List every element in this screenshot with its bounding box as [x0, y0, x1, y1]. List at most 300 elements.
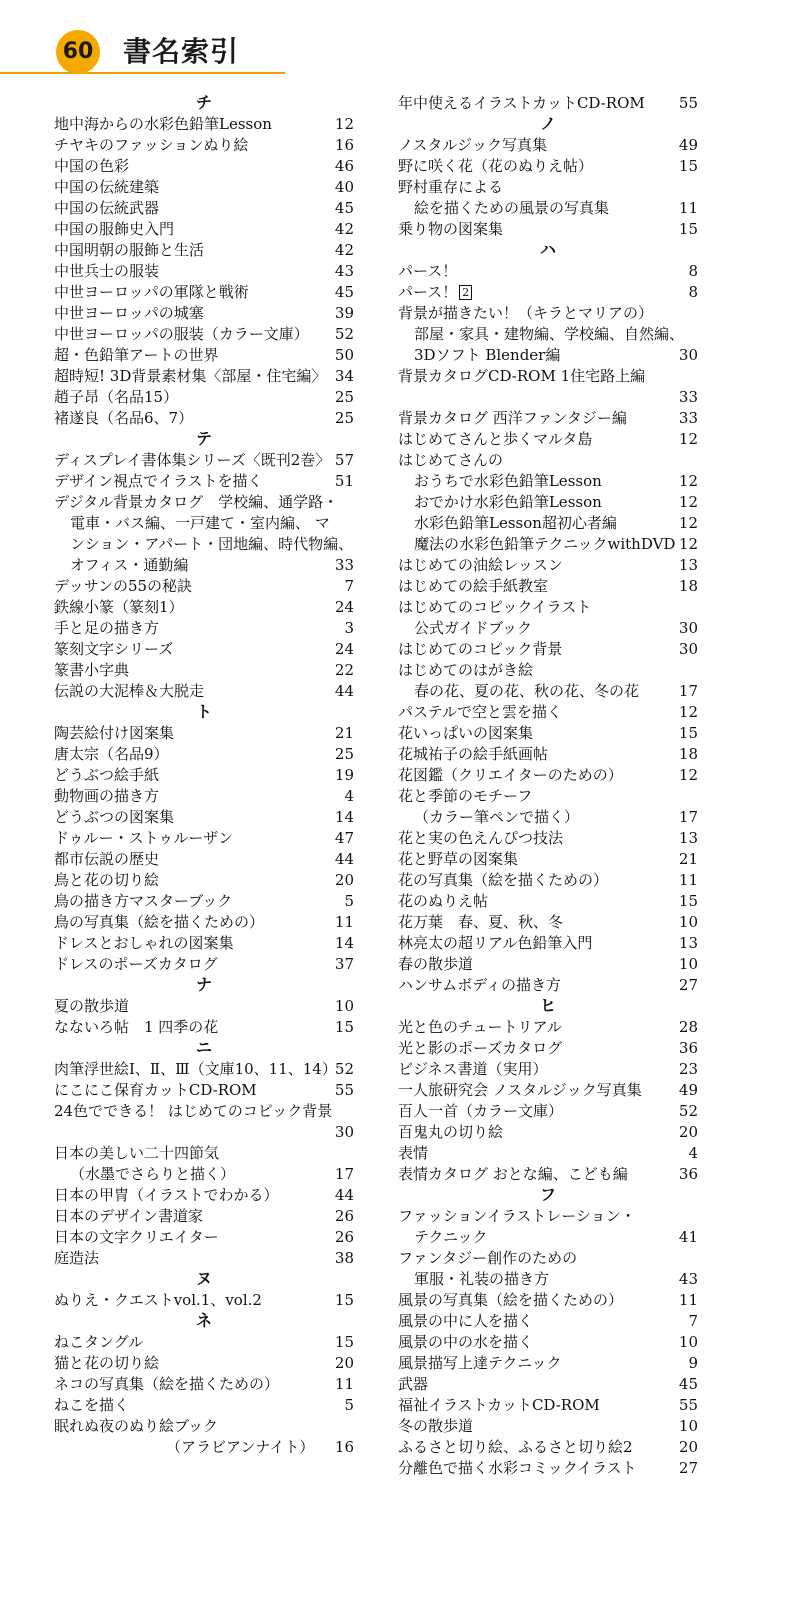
page-number: 24 — [334, 598, 354, 616]
page-number: 11 — [678, 199, 698, 217]
entry-title: 中世兵士の服装 — [54, 262, 160, 280]
index-entry — [54, 408, 354, 429]
page-number: 30 — [678, 619, 698, 637]
page-number: 5 — [344, 892, 354, 910]
entry-title: 夏の散歩道 — [54, 997, 130, 1015]
section-heading: ヌ — [195, 1269, 212, 1288]
page-number: 45 — [334, 199, 354, 217]
entry-title-line: はじめてのコピックイラスト — [398, 598, 592, 616]
entry-title: 鳥の写真集（絵を描くための） — [54, 913, 265, 931]
page-number-badge: 60 — [56, 30, 100, 74]
page-number: 18 — [678, 577, 698, 595]
page-number: 23 — [678, 1060, 698, 1078]
page-number: 28 — [678, 1018, 698, 1036]
section-heading: フ — [539, 1185, 556, 1204]
index-entry — [54, 639, 354, 660]
section-heading: ノ — [539, 114, 556, 133]
page-number: 15 — [678, 724, 698, 742]
index-entry — [54, 723, 354, 744]
entry-title: はじめてさんの — [398, 451, 504, 469]
entry-title-line: 花と季節のモチーフ — [398, 787, 533, 805]
page-number: 16 — [334, 1438, 354, 1456]
index-entry — [54, 1101, 354, 1143]
index-entry — [54, 807, 354, 828]
index-entry — [54, 681, 354, 702]
entry-title: ハンサムボディの描き方 — [398, 976, 562, 994]
page-number: 10 — [334, 997, 354, 1015]
page-number: 51 — [334, 472, 354, 490]
page-number: 21 — [334, 724, 354, 742]
page-number: 49 — [678, 1081, 698, 1099]
page-number: 10 — [678, 1417, 698, 1435]
section-heading: ト — [195, 702, 212, 721]
entry-title: パステルで空と雲を描く — [398, 703, 562, 721]
entry-title: 表情カタログ おとな編、こども編 — [398, 1165, 628, 1183]
entry-title: 日本の甲冑（イラストでわかる） — [54, 1186, 279, 1204]
page-number: 25 — [334, 745, 354, 763]
page-number: 30 — [678, 346, 698, 364]
index-entry — [54, 576, 354, 597]
entry-title: 中国の色彩 — [54, 157, 130, 175]
index-entry — [54, 870, 354, 891]
index-entry — [54, 954, 354, 975]
index-entry — [54, 471, 354, 492]
entry-title-line: 3Dソフト Blender編 — [414, 346, 561, 364]
section-heading: ネ — [195, 1311, 212, 1330]
index-entry — [54, 1080, 354, 1101]
entry-title: 百鬼丸の切り絵 — [398, 1123, 504, 1141]
index-entry — [54, 303, 354, 324]
entry-title: 乗り物の図案集 — [398, 220, 504, 238]
entry-title: ドレスのポーズカタログ — [54, 955, 218, 973]
entry-title: はじめての油絵レッスン — [398, 556, 563, 574]
page-number: 50 — [334, 346, 354, 364]
index-entry — [398, 891, 698, 912]
index-entry — [398, 870, 698, 891]
page-number: 55 — [334, 1081, 354, 1099]
page-number: 26 — [334, 1207, 354, 1225]
entry-title: はじめての絵手紙教室 — [398, 577, 549, 595]
page-number: 8 — [688, 283, 698, 301]
entry-title: 林亮太の超リアル色鉛筆入門 — [398, 934, 593, 952]
index-entry — [398, 744, 698, 765]
page-number: 17 — [678, 682, 698, 700]
index-entry — [398, 1353, 698, 1374]
index-entry — [398, 1122, 698, 1143]
entry-title: 中国の伝統建築 — [54, 178, 160, 196]
page-number: 27 — [678, 1459, 698, 1477]
index-entry — [398, 1017, 698, 1038]
entry-title: 猫と花の切り絵 — [54, 1354, 160, 1372]
entry-title-line: デジタル背景カタログ 学校編、通学路・ — [54, 493, 339, 511]
page-number: 45 — [334, 283, 354, 301]
entry-title: にこにこ保育カットCD-ROM — [54, 1081, 257, 1099]
entry-title-line: （カラー筆ペンで描く） — [414, 808, 580, 826]
page-number: 4 — [688, 1144, 698, 1162]
page-number: 34 — [334, 367, 354, 385]
index-entry — [54, 1374, 354, 1395]
entry-title: 篆刻文字シリーズ — [54, 640, 174, 658]
entry-title: 年中使えるイラストカットCD-ROM — [398, 94, 645, 112]
index-entry — [398, 660, 698, 702]
index-entry — [398, 849, 698, 870]
index-entry — [398, 954, 698, 975]
entry-title: 中国明朝の服飾と生活 — [54, 241, 205, 259]
page-number: 15 — [678, 157, 698, 175]
page-number: 11 — [678, 1291, 698, 1309]
page-number: 12 — [678, 472, 698, 490]
page-number: 46 — [334, 157, 354, 175]
index-entry — [54, 1185, 354, 1206]
entry-title-line: 野村重存による — [398, 178, 504, 196]
entry-title: 中国の服飾史入門 — [54, 220, 175, 238]
entry-title: はじめてさんと歩くマルタ島 — [398, 430, 593, 448]
page-number: 13 — [678, 934, 698, 952]
index-entry — [54, 744, 354, 765]
entry-title: 超・色鉛筆アートの世界 — [54, 346, 219, 364]
index-entry — [398, 429, 698, 450]
page-number: 12 — [334, 115, 354, 133]
page-number: 12 — [678, 766, 698, 784]
entry-title: 褚遂良（名品6、7） — [54, 409, 194, 427]
entry-title-line: ンション・アパート・団地編、時代物編、 — [70, 535, 354, 553]
index-entry — [54, 891, 354, 912]
index-entry — [398, 492, 698, 513]
page-number: 27 — [678, 976, 698, 994]
entry-title: ぬりえ・クエストvol.1、vol.2 — [54, 1291, 262, 1309]
entry-title-line: 眠れぬ夜のぬり絵ブック — [54, 1417, 218, 1435]
entry-title-line: 背景カタログCD-ROM 1住宅路上編 — [398, 367, 646, 385]
page-number: 43 — [678, 1270, 698, 1288]
entry-title: デザイン視点でイラストを描く — [54, 472, 263, 490]
index-entry — [54, 1017, 354, 1038]
index-entry — [398, 1206, 698, 1248]
section-heading: ナ — [195, 975, 212, 994]
entry-title: 篆書小字典 — [54, 661, 130, 679]
index-entry — [54, 660, 354, 681]
index-entry — [54, 1059, 354, 1080]
spacer — [54, 1122, 354, 1143]
entry-title: ネコの写真集（絵を描くための） — [54, 1375, 280, 1393]
page-number: 20 — [678, 1123, 698, 1141]
index-entry — [54, 996, 354, 1017]
entry-title-line: （アラビアンナイト） — [166, 1438, 315, 1456]
entry-title: 水彩色鉛筆Lesson超初心者編 — [414, 514, 617, 532]
page-number: 20 — [334, 1354, 354, 1372]
index-entry — [398, 1080, 698, 1101]
index-entry — [398, 93, 698, 114]
page-number: 41 — [678, 1228, 698, 1246]
entry-title: 風景の写真集（絵を描くための） — [398, 1291, 624, 1309]
page-number: 11 — [334, 913, 354, 931]
index-entry — [54, 933, 354, 954]
index-entry — [398, 576, 698, 597]
page-number: 12 — [678, 514, 698, 532]
page-number: 24 — [334, 640, 354, 658]
entry-title-line: 軍服・礼装の描き方 — [414, 1270, 550, 1288]
page-number: 37 — [334, 955, 354, 973]
page-number: 15 — [678, 220, 698, 238]
page-number: 52 — [678, 1102, 698, 1120]
page-number: 5 — [344, 1396, 354, 1414]
entry-title-line: 電車・バス編、一戸建て・室内編、 マ — [70, 514, 330, 532]
entry-title: なないろ帖 1 四季の花 — [54, 1018, 219, 1036]
entry-title: 風景の中に人を描く — [398, 1312, 534, 1330]
page-number: 44 — [334, 850, 354, 868]
page-number: 36 — [678, 1165, 698, 1183]
index-entry — [54, 282, 354, 303]
entry-title: 百人一首（カラー文庫） — [398, 1102, 564, 1120]
index-entry — [54, 387, 354, 408]
index-entry — [54, 261, 354, 282]
entry-title: 一人旅研究会 ノスタルジック写真集 — [398, 1081, 642, 1099]
entry-title: 中国の伝統武器 — [54, 199, 160, 217]
entry-title-line: 背景が描きたい！（キラとマリアの） — [398, 304, 654, 322]
page-number: 9 — [688, 1354, 698, 1372]
index-entry — [54, 1395, 354, 1416]
page-number: 12 — [678, 535, 698, 553]
entry-title: 分離色で描く水彩コミックイラスト — [398, 1459, 637, 1477]
entry-title-line: 24色でできる！ はじめてのコピック背景 — [54, 1102, 333, 1120]
index-entry — [398, 135, 698, 156]
page-number: 14 — [334, 934, 354, 952]
entry-title: ねこタングル — [54, 1333, 144, 1351]
entry-title-line: テクニック — [414, 1228, 488, 1246]
page-number: 15 — [334, 1291, 354, 1309]
entry-title: 日本のデザイン書道家 — [54, 1207, 203, 1225]
index-entry — [398, 1248, 698, 1290]
index-entry — [398, 639, 698, 660]
page-number: 20 — [334, 871, 354, 889]
entry-title: はじめてのコピック背景 — [398, 640, 563, 658]
entry-title: 中世ヨーロッパの城塞 — [54, 304, 204, 322]
page-number: 25 — [334, 388, 354, 406]
entry-title-line: 春の花、夏の花、秋の花、冬の花 — [414, 682, 640, 700]
index-entry — [398, 177, 698, 219]
entry-title: 唐太宗（名品9） — [54, 745, 169, 763]
page-number: 12 — [678, 493, 698, 511]
page-number: 13 — [678, 829, 698, 847]
index-entry — [398, 261, 698, 282]
entry-title: 日本の文字クリエイター — [54, 1228, 219, 1246]
section-heading: ニ — [195, 1038, 212, 1057]
index-entry — [54, 1353, 354, 1374]
entry-title: おうちで水彩色鉛筆Lesson — [414, 472, 602, 490]
entry-title: 福祉イラストカットCD-ROM — [398, 1396, 600, 1414]
page-number: 40 — [334, 178, 354, 196]
entry-title: 花城祐子の絵手紙画帖 — [398, 745, 549, 763]
index-entry — [54, 765, 354, 786]
entry-title-line: 公式ガイドブック — [414, 619, 533, 637]
index-entry — [54, 828, 354, 849]
entry-title: 風景の中の水を描く — [398, 1333, 534, 1351]
page-number: 52 — [334, 1060, 354, 1078]
header-rule — [0, 72, 285, 74]
index-entry — [54, 849, 354, 870]
page-number: 10 — [678, 1333, 698, 1351]
entry-title-line: 日本の美しい二十四節気 — [54, 1144, 220, 1162]
entry-title: チヤキのファッションぬり絵 — [54, 136, 249, 154]
entry-title: 魔法の水彩色鉛筆テクニックwithDVD — [414, 535, 676, 553]
index-entry — [398, 912, 698, 933]
page-number: 3 — [344, 619, 354, 637]
index-entry — [54, 786, 354, 807]
index-entry — [54, 1206, 354, 1227]
index-entry — [398, 933, 698, 954]
index-entry — [54, 1143, 354, 1185]
page-number: 42 — [334, 241, 354, 259]
entry-title: どうぶつの図案集 — [54, 808, 175, 826]
entry-title-line: ファッションイラストレーション・ — [398, 1207, 636, 1225]
index-entry — [398, 1416, 698, 1437]
page-number: 11 — [678, 871, 698, 889]
index-entry — [54, 198, 354, 219]
entry-title: どうぶつ絵手紙 — [54, 766, 160, 784]
entry-title: 花の写真集（絵を描くための） — [398, 871, 609, 889]
index-entry — [398, 1311, 698, 1332]
index-entry — [398, 1437, 698, 1458]
index-entry — [398, 1395, 698, 1416]
page-number: 4 — [344, 787, 354, 805]
index-entry — [54, 450, 354, 471]
page-number: 38 — [334, 1249, 354, 1267]
entry-title: 趙子昂（名品15） — [54, 388, 179, 406]
page-number: 13 — [678, 556, 698, 574]
page-number: 52 — [334, 325, 354, 343]
index-entry — [398, 366, 698, 408]
entry-title: 超時短! 3D背景素材集〈部屋・住宅編〉 — [54, 367, 327, 385]
index-entry — [54, 156, 354, 177]
index-entry — [398, 1164, 698, 1185]
index-entry — [398, 450, 698, 471]
index-entry — [54, 1227, 354, 1248]
page-number: 10 — [678, 913, 698, 931]
entry-title: ディスプレイ書体集シリーズ〈既刊2巻〉 — [54, 451, 331, 469]
entry-title: 花のぬりえ帖 — [398, 892, 489, 910]
page-number: 36 — [678, 1039, 698, 1057]
entry-title: 花と野草の図案集 — [398, 850, 519, 868]
page-number: 55 — [678, 1396, 698, 1414]
page-number: 7 — [688, 1312, 698, 1330]
index-entry — [54, 1416, 354, 1458]
index-entry — [54, 1290, 354, 1311]
index-entry — [398, 702, 698, 723]
entry-title-line: はじめてのはがき絵 — [398, 661, 534, 679]
index-entry — [398, 975, 698, 996]
left-column — [54, 93, 354, 1458]
page-number: 8 — [688, 262, 698, 280]
entry-title: 花万葉 春、夏、秋、冬 — [398, 913, 564, 931]
index-entry — [54, 1248, 354, 1269]
index-entry — [54, 492, 354, 576]
page-number: 44 — [334, 682, 354, 700]
index-entry — [54, 366, 354, 387]
page-number: 15 — [334, 1018, 354, 1036]
page-number: 30 — [334, 1123, 354, 1141]
entry-title: 光と色のチュートリアル — [398, 1018, 562, 1036]
entry-title: 手と足の描き方 — [54, 619, 160, 637]
index-entry — [54, 135, 354, 156]
page-number: 33 — [678, 388, 698, 406]
entry-title: ドレスとおしゃれの図案集 — [54, 934, 234, 952]
entry-title: 陶芸絵付け図案集 — [54, 724, 175, 742]
page-number: 16 — [334, 136, 354, 154]
entry-title: 風景描写上達テクニック — [398, 1354, 562, 1372]
entry-title: デッサンの55の秘訣 — [54, 577, 193, 595]
page-number: 17 — [334, 1165, 354, 1183]
index-entry — [54, 618, 354, 639]
entry-title: 光と影のポーズカタログ — [398, 1039, 563, 1057]
entry-title: 鉄線小篆（篆刻1） — [54, 598, 184, 616]
index-entry — [398, 219, 698, 240]
entry-title: ふるさと切り絵、ふるさと切り絵2 — [398, 1438, 633, 1456]
page-number: 7 — [344, 577, 354, 595]
index-entry — [54, 597, 354, 618]
page-number: 17 — [678, 808, 698, 826]
volume-number-box: 2 — [459, 285, 472, 300]
entry-title: 花と実の色えんぴつ技法 — [398, 829, 564, 847]
index-entry — [398, 513, 698, 534]
page-number: 18 — [678, 745, 698, 763]
index-entry — [54, 177, 354, 198]
entry-title-line: ファンタジー創作のための — [398, 1249, 578, 1267]
entry-title: 中世ヨーロッパの服装（カラー文庫） — [54, 325, 309, 343]
page-title: 書名索引 — [123, 35, 240, 68]
spacer — [398, 387, 698, 408]
index-entry — [54, 219, 354, 240]
index-entry — [54, 912, 354, 933]
index-entry — [398, 534, 698, 555]
entry-title-line: 部屋・家具・建物編、学校編、自然編、 — [414, 325, 685, 343]
index-entry — [398, 1143, 698, 1164]
index-entry — [398, 765, 698, 786]
entry-title: 花図鑑（クリエイターのための） — [398, 766, 623, 784]
page-number: 30 — [678, 640, 698, 658]
entry-title: 背景カタログ 西洋ファンタジー編 — [398, 409, 627, 427]
page-number: 43 — [334, 262, 354, 280]
entry-title-line — [398, 282, 698, 303]
index-entry — [398, 1059, 698, 1080]
entry-title: ドゥルー・ストゥルーザン — [54, 829, 233, 847]
entry-title: 肉筆浮世絵Ⅰ、Ⅱ、Ⅲ（文庫10、11、14） — [54, 1060, 337, 1078]
entry-title: ビジネス書道（実用） — [398, 1060, 548, 1078]
entry-title-line: 絵を描くための風景の写真集 — [414, 199, 610, 217]
page-number: 49 — [678, 136, 698, 154]
entry-title: パース！ — [398, 262, 458, 280]
entry-title: 冬の散歩道 — [398, 1417, 474, 1435]
index-entry — [398, 1290, 698, 1311]
page-number: 33 — [678, 409, 698, 427]
section-heading: テ — [195, 429, 212, 448]
index-entry — [398, 408, 698, 429]
index-entry — [398, 1101, 698, 1122]
index-entry — [398, 471, 698, 492]
entry-title: おでかけ水彩色鉛筆Lesson — [414, 493, 602, 511]
index-entry — [398, 828, 698, 849]
page-number: 39 — [334, 304, 354, 322]
page-number: 12 — [678, 703, 698, 721]
page-number: 57 — [334, 451, 354, 469]
page-number: 55 — [678, 94, 698, 112]
page-number: 47 — [334, 829, 354, 847]
section-heading: チ — [195, 93, 212, 112]
page-number: 22 — [334, 661, 354, 679]
entry-title: 動物画の描き方 — [54, 787, 160, 805]
index-entry — [398, 1332, 698, 1353]
entry-title: 武器 — [398, 1375, 429, 1393]
entry-title: 鳥の描き方マスターブック — [54, 892, 233, 910]
page-number: 19 — [334, 766, 354, 784]
